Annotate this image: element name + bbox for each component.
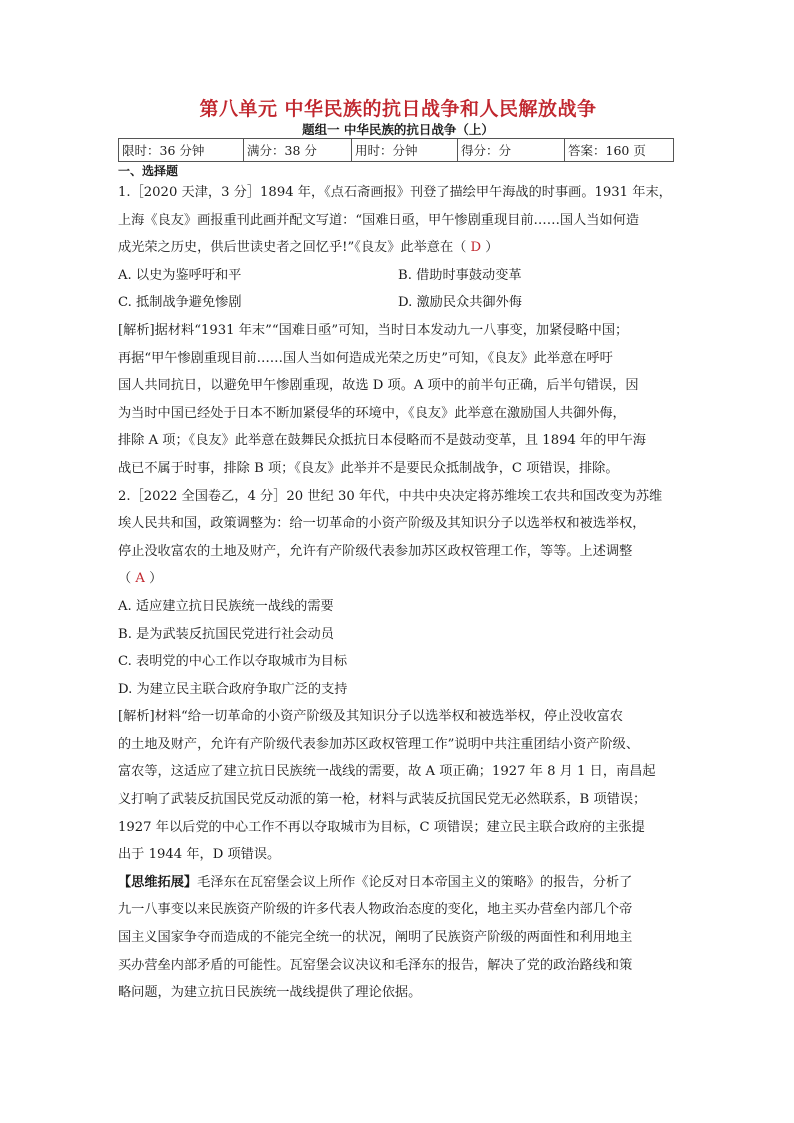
q1-stem-line: 上海《良友》画报重刊此画并配文写道：“国难日亟，甲午惨剧重现目前……国人当如何造 [118,212,640,228]
q1-stem-text: 成光荣之历史，供后世读史者之回忆乎!”《良友》此举意在（ [118,240,471,256]
q2-analysis-line: 义打响了武装反抗国民党反动派的第一枪，材料与武装反抗国民党无必然联系，B 项错误； [118,792,647,808]
q2-analysis-line: [解析]材料“给一切革命的小资产阶级及其知识分子以选举权和被选举权，停止没收富农 [118,709,623,725]
extension-label: 【思维拓展】 [118,874,198,890]
q1-analysis-line: 再据“甲午惨剧重现目前……国人当如何造成光荣之历史”可知，《良友》此举意在呼吁 [118,350,613,366]
q1-answer: D [470,240,482,256]
q2-stem-line: 停止没收富农的土地及财产，允许有产阶级代表参加苏区政权管理工作，等等。上述调整 [118,543,633,559]
score-cell: 得分：分 [458,139,565,162]
q2-analysis-line: 的土地及财产，允许有产阶级代表参加苏区政权管理工作”说明中共注重团结小资产阶级、 [118,736,640,752]
q2-extension-line: 九一八事变以来民族资产阶级的许多代表人物政治态度的变化，地主买办营垒内部几个帝 [118,902,633,918]
q2-answer-close: ） [144,571,163,587]
q1-analysis-line: [解析]据材料“1931 年末”“国难日亟”可知，当时日本发动九一八事变，加紧侵略中国； [118,322,629,338]
q1-options-row [118,289,678,317]
q1-option-a: A. 以史为鉴呼吁和平 [118,267,242,283]
q1-analysis-line: 国人共同抗日，以避免甲午惨剧重现，故选 D 项。A 项中的前半句正确，后半句错误，因 [118,378,639,394]
q2-extension-line [118,869,678,897]
q2-analysis-line: 富农等，这适应了建立抗日民族统一战线的需要，故 A 项正确；1927 年 8 月 1 日，南昌起 [118,764,656,780]
q1-analysis-line: 战已不属于时事，排除 B 项；《良友》此举并不是要民众抵制战争，C 项错误，排除。 [118,460,619,476]
q2-stem-line: 埃人民共和国，政策调整为：给一切革命的小资产阶级及其知识分子以选举权和被选举权， [118,516,646,532]
question-1 [118,179,678,483]
q2-answer-line [118,565,678,593]
q2-answer: A [135,571,145,587]
q1-options-row [118,262,678,290]
full-score-cell: 满分：38 分 [244,139,352,162]
q2-analysis-line: 1927 年以后党的中心工作不再以夺取城市为目标，C 项错误；建立民主联合政府的主张提 [118,819,645,835]
q2-option-c: C. 表明党的中心工作以夺取城市为目标 [118,654,348,670]
time-limit-cell: 限时：36 分钟 [119,139,244,162]
q1-stem-close: ） [481,240,499,256]
answer-page-cell: 答案：160 页 [565,139,674,162]
question-2 [118,483,678,1007]
q2-extension-line: 买办营垒内部矛盾的可能性。瓦窑堡会议决议和毛泽东的报告，解决了党的政治路线和策 [118,957,633,973]
unit-title: 第八单元 中华民族的抗日战争和人民解放战争 [199,98,597,120]
q1-option-c: C. 抵制战争避免惨剧 [118,295,242,311]
document-page [118,96,678,1007]
time-used-cell: 用时：分钟 [352,139,458,162]
info-table [118,138,674,162]
group-subtitle: 题组一 中华民族的抗日战争（上） [302,122,494,137]
q2-extension-line: 国主义国家争夺而造成的不能完全统一的状况，阐明了民族资产阶级的两面性和利用地主 [118,930,633,946]
q2-option-b: B. 是为武装反抗国民党进行社会动员 [118,626,334,642]
q2-stem-line: 2.［2022 全国卷乙，4 分］20 世纪 30 年代，中共中央决定将苏维埃工农共和国改变为苏维 [118,488,663,504]
q1-stem-line [118,234,678,262]
info-row [119,139,674,162]
q1-option-b: B. 借助时事鼓动变革 [398,267,522,283]
section-title: 一、选择题 [118,164,179,178]
extension-text: 毛泽东在瓦窑堡会议上所作《论反对日本帝国主义的策略》的报告，分析了 [197,874,633,890]
q1-analysis-line: 为当时中国已经处于日本不断加紧侵华的环境中，《良友》此举意在激励国人共御外侮， [118,405,626,421]
q1-analysis-line: 排除 A 项；《良友》此举意在鼓舞民众抵抗日本侵略而不是鼓动变革，且 1894 年的甲午海 [118,433,646,449]
q1-option-d: D. 激励民众共御外侮 [398,295,522,311]
q2-answer-open: （ [118,571,136,587]
q2-extension-line: 略问题，为建立抗日民族统一战线提供了理论依据。 [118,985,422,1001]
q2-analysis-line: 出于 1944 年，D 项错误。 [118,847,281,863]
q2-option-d: D. 为建立民主联合政府争取广泛的支持 [118,681,348,697]
q1-stem-line: 1.［2020 天津，3 分］1894 年，《点石斋画报》刊登了描绘甲午海战的时事画。1931 年末， [118,185,672,200]
q2-option-a: A. 适应建立抗日民族统一战线的需要 [118,598,334,614]
